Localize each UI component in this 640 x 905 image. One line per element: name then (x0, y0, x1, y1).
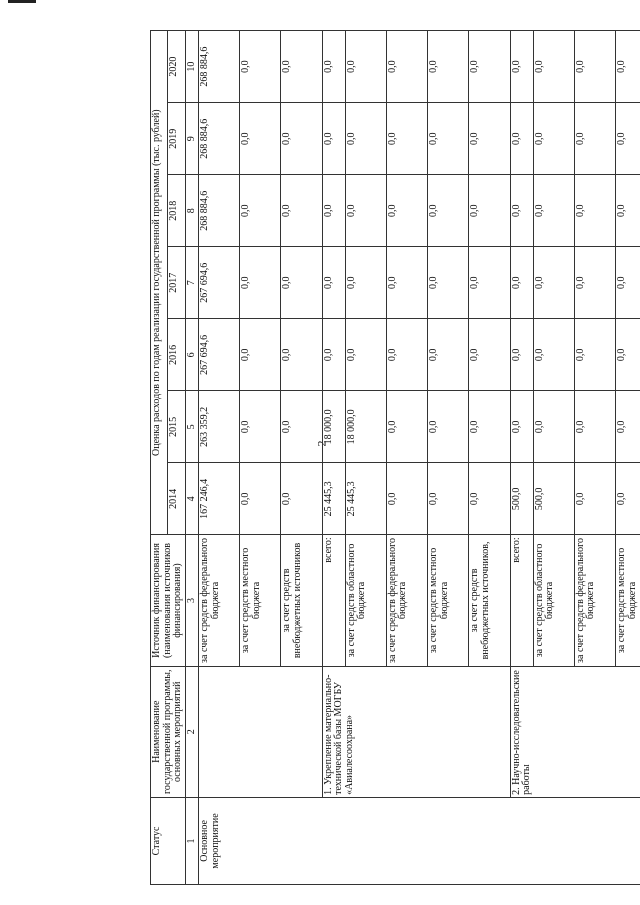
value-cell: 0,0 (616, 391, 640, 463)
column-index: 7 (185, 247, 199, 319)
value-cell: 25 445,3 (322, 463, 345, 535)
value-cell: 0,0 (322, 31, 345, 103)
table-row (322, 31, 345, 885)
expenditure-table (150, 30, 640, 885)
value-cell: 0,0 (428, 247, 469, 319)
value-cell: 0,0 (469, 463, 510, 535)
value-cell: 267 694,6 (199, 319, 240, 391)
value-cell: 0,0 (574, 247, 615, 319)
value-cell: 0,0 (616, 103, 640, 175)
rotated-table-area (150, 30, 640, 885)
column-index: 3 (185, 535, 199, 666)
value-cell: 0,0 (510, 391, 533, 463)
source-cell: за счет средств внебюджетных источников (281, 535, 322, 666)
value-cell: 268 884,6 (199, 31, 240, 103)
header-source: Источник финансирования (наименования источников финансирования) (151, 535, 186, 666)
value-cell: 0,0 (240, 103, 281, 175)
value-cell: 0,0 (574, 31, 615, 103)
year-header: 2014 (168, 463, 185, 535)
value-cell: 0,0 (616, 247, 640, 319)
year-header: 2017 (168, 247, 185, 319)
source-cell: за счет средств местного бюджета (240, 535, 281, 666)
value-cell: 0,0 (428, 319, 469, 391)
value-cell: 500,0 (533, 463, 574, 535)
header-row-1 (151, 31, 168, 885)
source-cell: за счет средств местного бюджета (428, 535, 469, 666)
value-cell: 0,0 (469, 175, 510, 247)
source-cell: за счет средств федерального бюджета (386, 535, 427, 666)
value-cell: 0,0 (574, 391, 615, 463)
value-cell: 0,0 (574, 103, 615, 175)
value-cell: 0,0 (574, 175, 615, 247)
value-cell: 0,0 (533, 319, 574, 391)
value-cell: 0,0 (281, 175, 322, 247)
value-cell: 0,0 (533, 103, 574, 175)
value-cell: 0,0 (240, 319, 281, 391)
value-cell: 268 884,6 (199, 175, 240, 247)
status-cell: Основное мероприятие (199, 797, 640, 884)
value-cell: 0,0 (240, 31, 281, 103)
value-cell: 0,0 (240, 391, 281, 463)
header-estimate: Оценка расходов по годам реализации государственной программы (тыс. рублей) (151, 31, 168, 535)
value-cell: 0,0 (386, 319, 427, 391)
value-cell: 0,0 (616, 175, 640, 247)
value-cell: 0,0 (510, 103, 533, 175)
page-number: 2 (314, 440, 329, 447)
value-cell: 0,0 (322, 247, 345, 319)
value-cell: 0,0 (469, 319, 510, 391)
value-cell: 25 445,3 (345, 463, 386, 535)
value-cell: 0,0 (345, 31, 386, 103)
value-cell: 0,0 (322, 103, 345, 175)
source-cell: за счет средств местного бюджета (616, 535, 640, 666)
value-cell: 0,0 (345, 247, 386, 319)
year-header: 2019 (168, 103, 185, 175)
column-index: 2 (185, 666, 199, 797)
column-index: 10 (185, 31, 199, 103)
column-index: 8 (185, 175, 199, 247)
value-cell: 0,0 (469, 247, 510, 319)
value-cell: 0,0 (533, 391, 574, 463)
value-cell: 167 246,4 (199, 463, 240, 535)
value-cell: 0,0 (428, 103, 469, 175)
value-cell: 0,0 (281, 247, 322, 319)
year-header: 2018 (168, 175, 185, 247)
value-cell: 0,0 (533, 247, 574, 319)
value-cell: 500,0 (510, 463, 533, 535)
header-row-index (185, 31, 199, 885)
value-cell: 0,0 (428, 175, 469, 247)
value-cell: 0,0 (616, 463, 640, 535)
source-cell: за счет средств федерального бюджета (574, 535, 615, 666)
year-header: 2015 (168, 391, 185, 463)
value-cell: 0,0 (574, 319, 615, 391)
value-cell: 0,0 (386, 391, 427, 463)
value-cell: 0,0 (386, 247, 427, 319)
value-cell: 0,0 (240, 247, 281, 319)
source-cell: всего: (510, 535, 533, 666)
value-cell: 0,0 (386, 175, 427, 247)
value-cell: 0,0 (469, 391, 510, 463)
value-cell: 0,0 (616, 31, 640, 103)
value-cell: 18 000,0 (322, 391, 345, 463)
program-name-cell (199, 666, 323, 797)
value-cell: 0,0 (281, 103, 322, 175)
value-cell: 0,0 (428, 31, 469, 103)
scan-edge-mark (8, 0, 36, 3)
value-cell: 0,0 (510, 247, 533, 319)
value-cell: 0,0 (281, 31, 322, 103)
value-cell: 18 000,0 (345, 391, 386, 463)
program-name-cell: 2. Научно-исследовательские работы (510, 666, 640, 797)
value-cell: 0,0 (322, 175, 345, 247)
source-cell: всего: (322, 535, 345, 666)
value-cell: 0,0 (574, 463, 615, 535)
value-cell: 0,0 (510, 175, 533, 247)
value-cell: 0,0 (281, 319, 322, 391)
value-cell: 267 694,6 (199, 247, 240, 319)
value-cell: 0,0 (240, 175, 281, 247)
source-cell: за счет средств областного бюджета (345, 535, 386, 666)
value-cell: 0,0 (510, 319, 533, 391)
value-cell: 0,0 (533, 175, 574, 247)
value-cell: 268 884,6 (199, 103, 240, 175)
value-cell: 0,0 (386, 463, 427, 535)
source-cell: за счет средств областного бюджета (533, 535, 574, 666)
value-cell: 0,0 (281, 391, 322, 463)
value-cell: 0,0 (469, 31, 510, 103)
value-cell: 0,0 (345, 319, 386, 391)
value-cell: 0,0 (386, 103, 427, 175)
table-row (199, 31, 240, 885)
source-cell: за счет средств внебюджетных источников, (469, 535, 510, 666)
value-cell: 0,0 (533, 31, 574, 103)
column-index: 6 (185, 319, 199, 391)
value-cell: 0,0 (386, 31, 427, 103)
value-cell: 0,0 (240, 463, 281, 535)
value-cell: 0,0 (428, 391, 469, 463)
column-index: 4 (185, 463, 199, 535)
program-name-cell: 1. Укрепление материально-технической базы МОГБУ «Авиалесоохрана» (322, 666, 510, 797)
value-cell: 0,0 (345, 103, 386, 175)
year-header: 2020 (168, 31, 185, 103)
value-cell: 0,0 (428, 463, 469, 535)
header-status: Статус (151, 797, 186, 884)
column-index: 1 (185, 797, 199, 884)
value-cell: 0,0 (322, 319, 345, 391)
column-index: 9 (185, 103, 199, 175)
value-cell: 0,0 (616, 319, 640, 391)
value-cell: 0,0 (469, 103, 510, 175)
table-row (510, 31, 533, 885)
value-cell: 0,0 (510, 31, 533, 103)
column-index: 5 (185, 391, 199, 463)
year-header: 2016 (168, 319, 185, 391)
value-cell: 0,0 (281, 463, 322, 535)
source-cell: за счет средств федерального бюджета (199, 535, 240, 666)
header-program: Наименование государственной программы, основных мероприятий (151, 666, 186, 797)
value-cell: 263 359,2 (199, 391, 240, 463)
value-cell: 0,0 (345, 175, 386, 247)
